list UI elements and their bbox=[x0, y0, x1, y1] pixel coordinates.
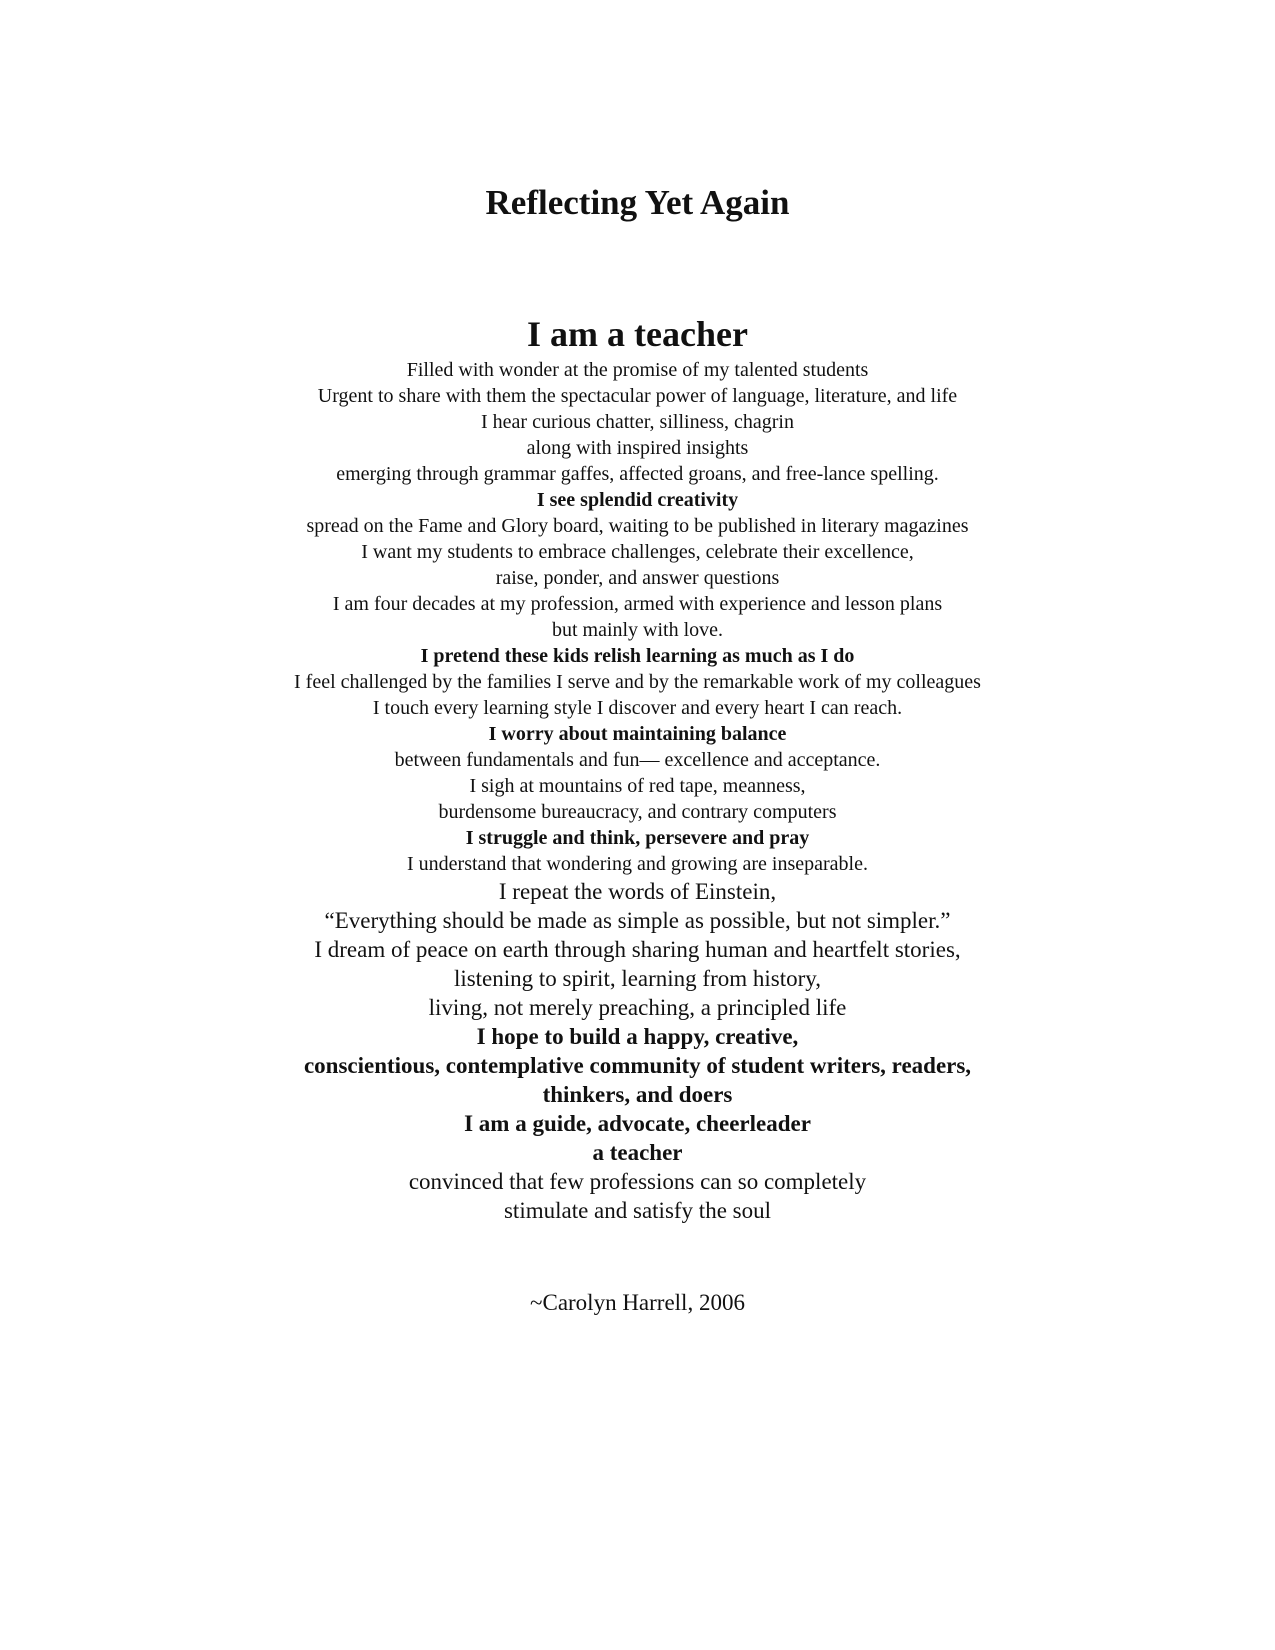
poem-line: I repeat the words of Einstein, bbox=[498, 879, 777, 904]
poem-line: I feel challenged by the families I serve and by the remarkable work of my colleagues bbox=[294, 671, 981, 693]
poem-line: I dream of peace on earth through sharing human and heartfelt stories, bbox=[314, 937, 961, 962]
poem-line: burdensome bureaucracy, and contrary computers bbox=[438, 801, 837, 823]
poem-line: I understand that wondering and growing are inseparable. bbox=[407, 853, 868, 875]
poem-line: a teacher bbox=[592, 1140, 683, 1165]
poem-line: living, not merely preaching, a principled life bbox=[428, 995, 847, 1020]
poem-line: stimulate and satisfy the soul bbox=[503, 1198, 771, 1223]
poem-line: I want my students to embrace challenges, celebrate their excellence, bbox=[361, 541, 914, 563]
poem-line: I hope to build a happy, creative, bbox=[476, 1024, 799, 1049]
poem-line: convinced that few professions can so completely bbox=[408, 1169, 867, 1194]
poem-line: I touch every learning style I discover and every heart I can reach. bbox=[372, 697, 903, 719]
poem-line: I see splendid creativity bbox=[536, 489, 739, 511]
poem-line: but mainly with love. bbox=[551, 619, 724, 641]
document-title: Reflecting Yet Again bbox=[485, 183, 790, 222]
poem-line: I struggle and think, persevere and pray bbox=[465, 827, 810, 849]
poem-line: thinkers, and doers bbox=[542, 1082, 733, 1107]
poem-line: Filled with wonder at the promise of my talented students bbox=[406, 359, 869, 381]
poem-line: I sigh at mountains of red tape, meanness, bbox=[469, 775, 806, 797]
poem-line: I am four decades at my profession, armed with experience and lesson plans bbox=[332, 593, 943, 615]
poem-line: Urgent to share with them the spectacular power of language, literature, and life bbox=[317, 385, 958, 407]
poem-heading: I am a teacher bbox=[527, 314, 748, 354]
poem-signature: ~Carolyn Harrell, 2006 bbox=[530, 1290, 745, 1315]
poem-line: conscientious, contemplative community of student writers, readers, bbox=[303, 1053, 972, 1078]
poem-body bbox=[0, 357, 1275, 1225]
poem-line: “Everything should be made as simple as possible, but not simpler.” bbox=[324, 908, 951, 933]
poem-line: I am a guide, advocate, cheerleader bbox=[464, 1111, 811, 1136]
poem-line: between fundamentals and fun— excellence and acceptance. bbox=[394, 749, 881, 771]
poem-line: listening to spirit, learning from history, bbox=[453, 966, 822, 991]
poem-line: raise, ponder, and answer questions bbox=[495, 567, 780, 589]
poem-line: spread on the Fame and Glory board, waiting to be published in literary magazines bbox=[306, 515, 969, 537]
poem-line: along with inspired insights bbox=[526, 437, 749, 459]
poem-line: I pretend these kids relish learning as much as I do bbox=[420, 645, 855, 667]
poem-line: I hear curious chatter, silliness, chagrin bbox=[481, 411, 794, 433]
poem-line: I worry about maintaining balance bbox=[488, 723, 787, 745]
poem-line: emerging through grammar gaffes, affected groans, and free-lance spelling. bbox=[336, 463, 939, 485]
